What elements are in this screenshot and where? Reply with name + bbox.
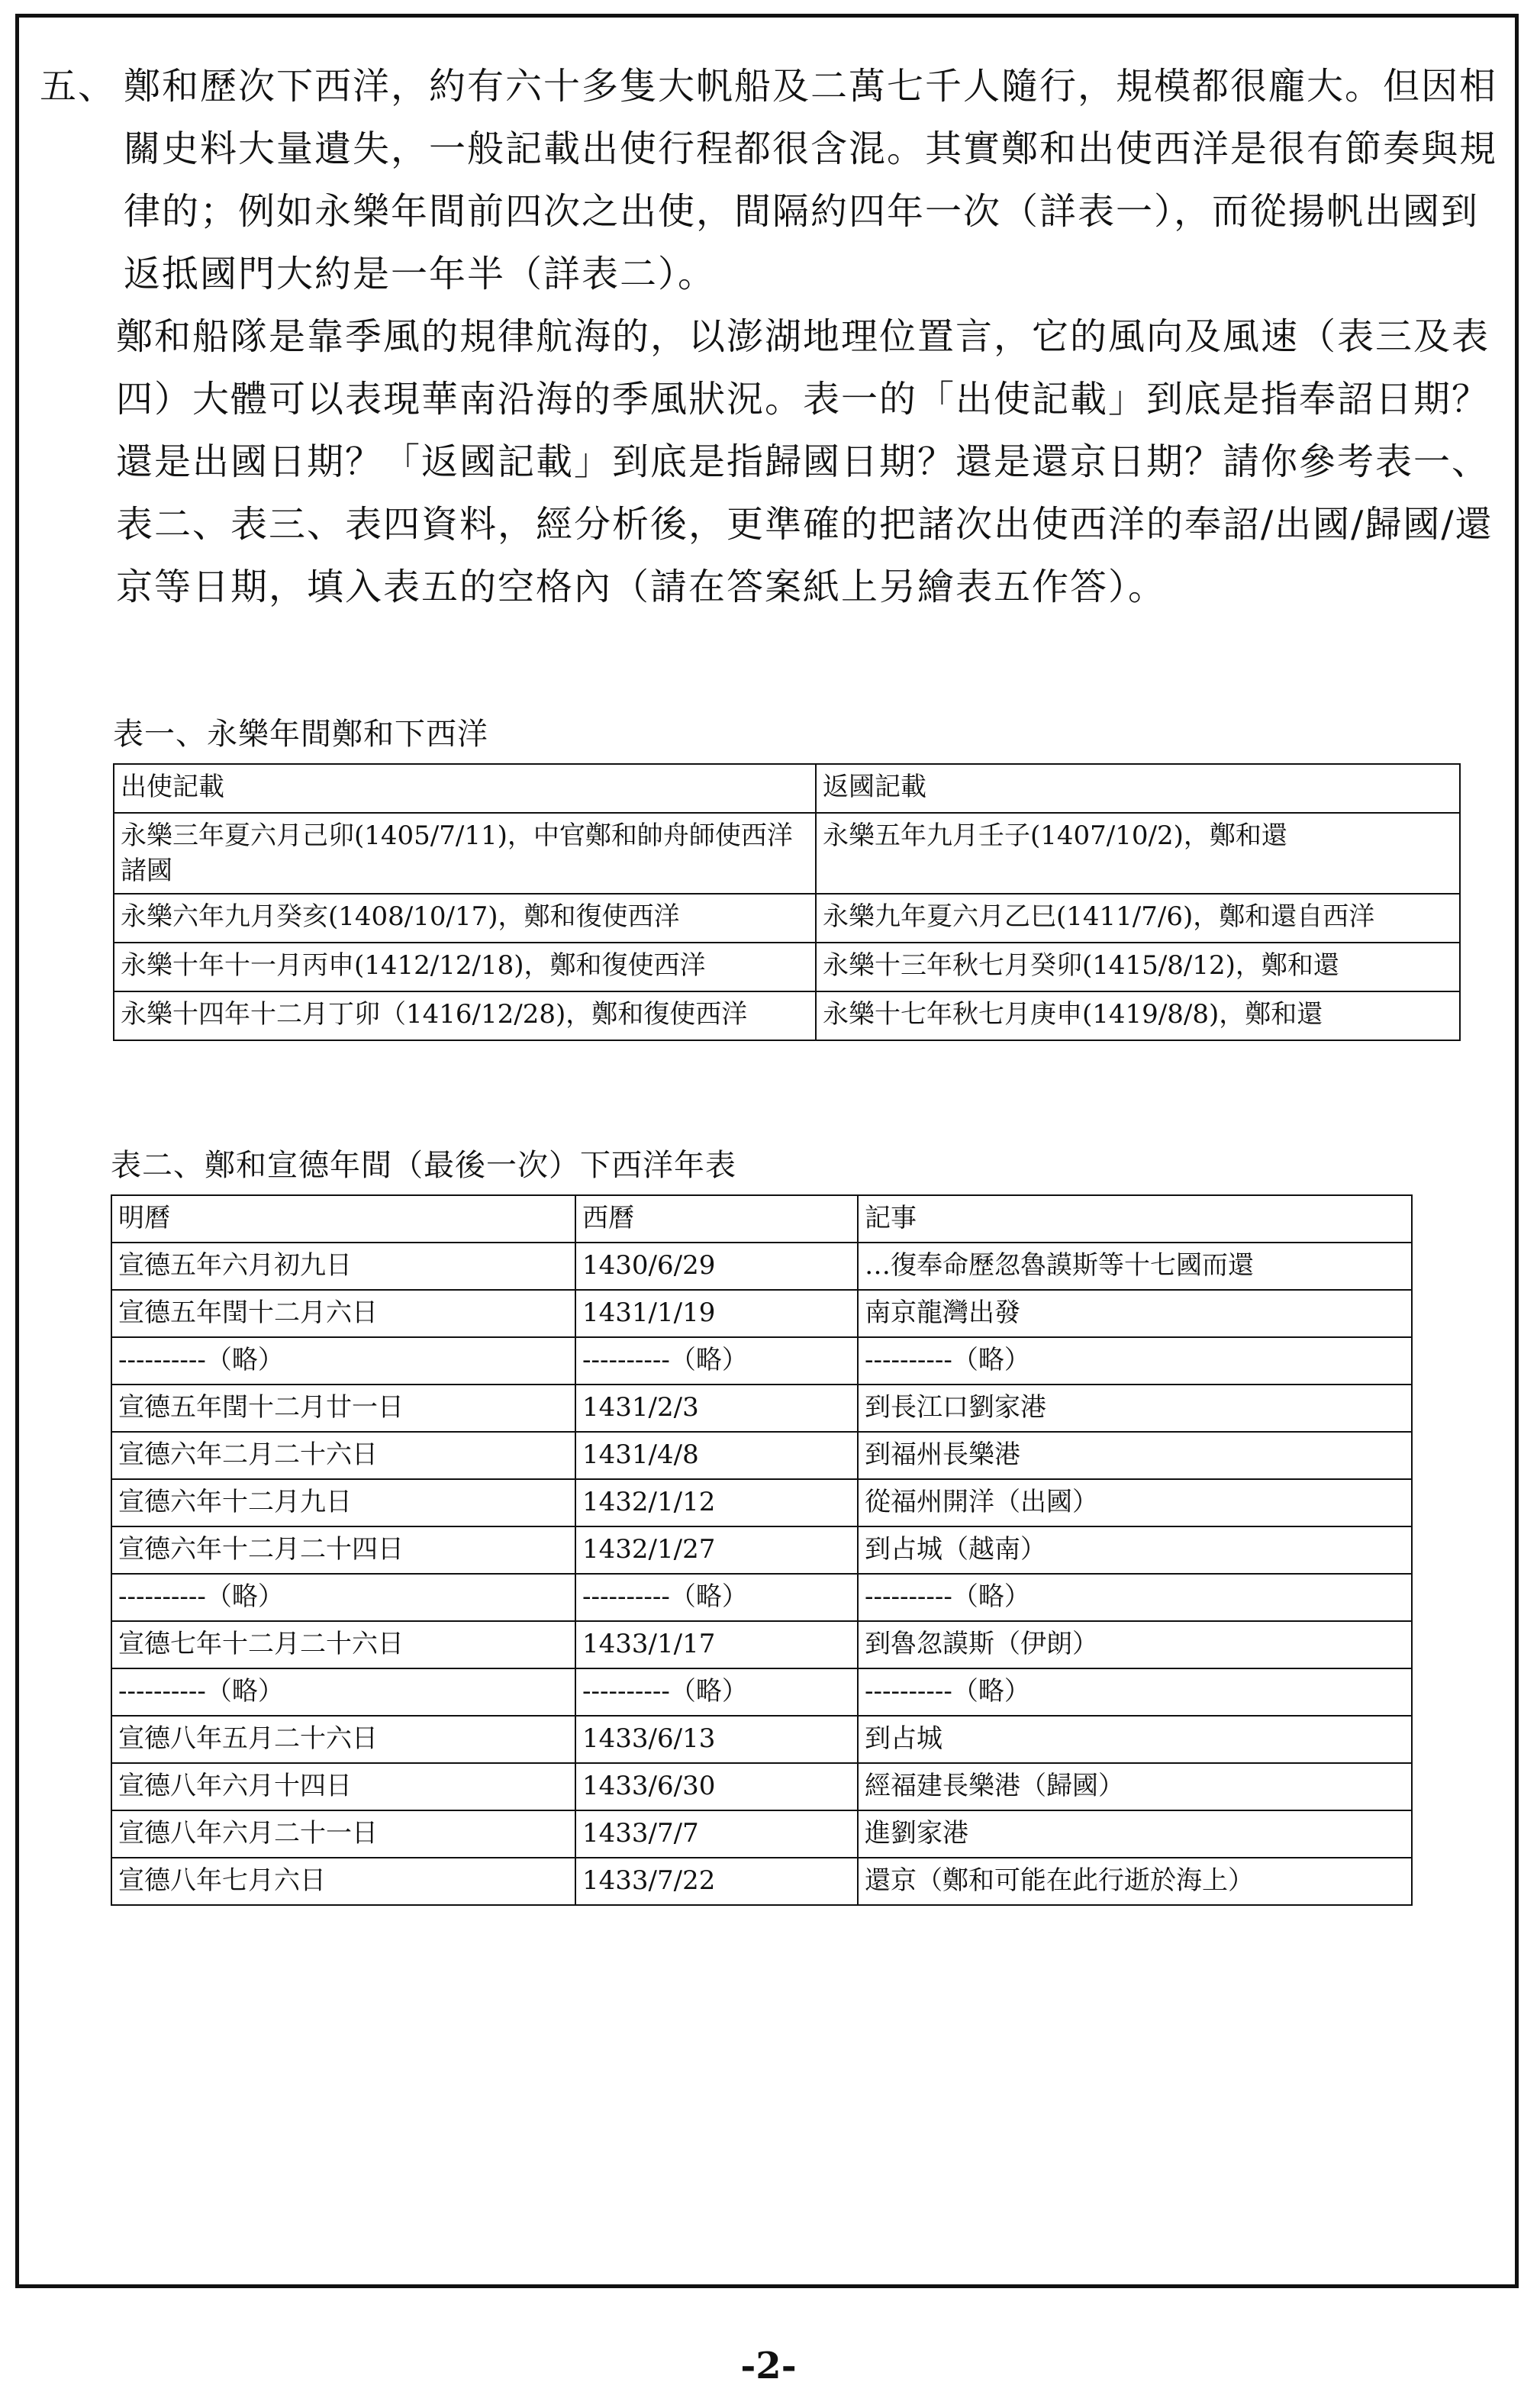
table-cell: ----------（略）: [111, 1337, 575, 1385]
table-row: [111, 1337, 1412, 1385]
table-row: [111, 1763, 1412, 1810]
table-cell: 永樂十三年秋七月癸卯(1415/8/12)，鄭和還: [816, 943, 1460, 991]
table-cell: 到占城: [858, 1716, 1412, 1763]
table-cell: 宣德七年十二月二十六日: [111, 1621, 575, 1668]
table-header-cell: 西曆: [575, 1195, 858, 1243]
table-row: [114, 894, 1460, 943]
table-cell: 到魯忽謨斯（伊朗）: [858, 1621, 1412, 1668]
table-cell: 永樂十年十一月丙申(1412/12/18)，鄭和復使西洋: [114, 943, 816, 991]
table-cell: …復奉命歷忽魯謨斯等十七國而還: [858, 1243, 1412, 1290]
table-cell: 1433/6/30: [575, 1763, 858, 1810]
table-cell: 經福建長樂港（歸國）: [858, 1763, 1412, 1810]
table-cell: ----------（略）: [575, 1668, 858, 1716]
table-cell: 宣德五年閏十二月六日: [111, 1290, 575, 1337]
table-row: [111, 1574, 1412, 1621]
table-cell: 宣德五年六月初九日: [111, 1243, 575, 1290]
table1-caption: 表一、永樂年間鄭和下西洋: [113, 717, 488, 752]
table-cell: 到福州長樂港: [858, 1432, 1412, 1479]
table-cell: 永樂三年夏六月己卯(1405/7/11)，中官鄭和帥舟師使西洋諸國: [114, 813, 816, 894]
table-cell: 永樂十四年十二月丁卯（1416/12/28)，鄭和復使西洋: [114, 991, 816, 1040]
table-cell: ----------（略）: [575, 1574, 858, 1621]
table-header-row: [111, 1195, 1412, 1243]
table-cell: 南京龍灣出發: [858, 1290, 1412, 1337]
table-cell: 宣德八年五月二十六日: [111, 1716, 575, 1763]
table-cell: 還京（鄭和可能在此行逝於海上）: [858, 1858, 1412, 1905]
table-cell: 永樂九年夏六月乙巳(1411/7/6)，鄭和還自西洋: [816, 894, 1460, 943]
table-cell: ----------（略）: [111, 1668, 575, 1716]
table-cell: ----------（略）: [858, 1668, 1412, 1716]
table-cell: ----------（略）: [111, 1574, 575, 1621]
table-row: [114, 943, 1460, 991]
table-cell: 宣德六年十二月二十四日: [111, 1526, 575, 1574]
table-cell: 到長江口劉家港: [858, 1385, 1412, 1432]
table-row: [111, 1385, 1412, 1432]
table-row: [114, 813, 1460, 894]
table-row: [111, 1479, 1412, 1526]
table-cell: ----------（略）: [858, 1574, 1412, 1621]
table-cell: 1433/7/22: [575, 1858, 858, 1905]
table-header-cell: 出使記載: [114, 764, 816, 813]
table-cell: 從福州開洋（出國）: [858, 1479, 1412, 1526]
table-cell: 1431/2/3: [575, 1385, 858, 1432]
table-cell: 1432/1/27: [575, 1526, 858, 1574]
question-paragraph-2: 鄭和船隊是靠季風的規律航海的，以澎湖地理位置言，它的風向及風速（表三及表四）大體可以表現華南沿海的季風狀況。表一的「出使記載」到底是指奉詔日期？還是出國日期？「返國記載」到底是指歸國日期？還是還京日期？請你參考表一、表二、表三、表四資料，經分析後，更準確的把諸次出使西洋的奉詔/出國/歸國/還京等日期，填入表五的空格內（請在答案紙上另繪表五作答）。: [116, 315, 1494, 608]
table-cell: 永樂十七年秋七月庚申(1419/8/8)，鄭和還: [816, 991, 1460, 1040]
table-cell: 1433/6/13: [575, 1716, 858, 1763]
table-cell: 進劉家港: [858, 1810, 1412, 1858]
table-cell: 到占城（越南）: [858, 1526, 1412, 1574]
table-cell: 宣德八年六月十四日: [111, 1763, 575, 1810]
question-paragraph-1: 鄭和歷次下西洋，約有六十多隻大帆船及二萬七千人隨行，規模都很龐大。但因相關史料大量遺失，一般記載出使行程都很含混。其實鄭和出使西洋是很有節奏與規律的；例如永樂年間前四次之出使，間隔約四年一次（詳表一），而從揚帆出國到返抵國門大約是一年半（詳表二）。: [124, 65, 1498, 295]
question-five: [40, 55, 1513, 618]
question-number: 五、: [40, 65, 117, 108]
table-cell: ----------（略）: [575, 1337, 858, 1385]
table-cell: 1431/1/19: [575, 1290, 858, 1337]
table-row: [111, 1290, 1412, 1337]
table-row: [111, 1668, 1412, 1716]
table-header-cell: 記事: [858, 1195, 1412, 1243]
table-cell: 1432/1/12: [575, 1479, 858, 1526]
table-row: [111, 1810, 1412, 1858]
table-row: [111, 1716, 1412, 1763]
table-row: [111, 1858, 1412, 1905]
table-header-cell: 明曆: [111, 1195, 575, 1243]
page-number: -2-: [740, 2345, 797, 2387]
table-cell: 宣德八年六月二十一日: [111, 1810, 575, 1858]
table-cell: ----------（略）: [858, 1337, 1412, 1385]
table2: [111, 1194, 1413, 1906]
table-cell: 永樂五年九月壬子(1407/10/2)，鄭和還: [816, 813, 1460, 894]
table-cell: 1431/4/8: [575, 1432, 858, 1479]
table1: [113, 763, 1461, 1041]
table-cell: 宣德六年二月二十六日: [111, 1432, 575, 1479]
table-cell: 宣德六年十二月九日: [111, 1479, 575, 1526]
table-header-cell: 返國記載: [816, 764, 1460, 813]
table-row: [111, 1526, 1412, 1574]
table-row: [111, 1621, 1412, 1668]
table2-caption: 表二、鄭和宣德年間（最後一次）下西洋年表: [111, 1148, 736, 1183]
table-row: [111, 1432, 1412, 1479]
table-row: [114, 991, 1460, 1040]
table-cell: 1433/1/17: [575, 1621, 858, 1668]
table-header-row: [114, 764, 1460, 813]
table-cell: 永樂六年九月癸亥(1408/10/17)，鄭和復使西洋: [114, 894, 816, 943]
table-row: [111, 1243, 1412, 1290]
table-cell: 宣德五年閏十二月廿一日: [111, 1385, 575, 1432]
table-cell: 1433/7/7: [575, 1810, 858, 1858]
table-cell: 1430/6/29: [575, 1243, 858, 1290]
table-cell: 宣德八年七月六日: [111, 1858, 575, 1905]
